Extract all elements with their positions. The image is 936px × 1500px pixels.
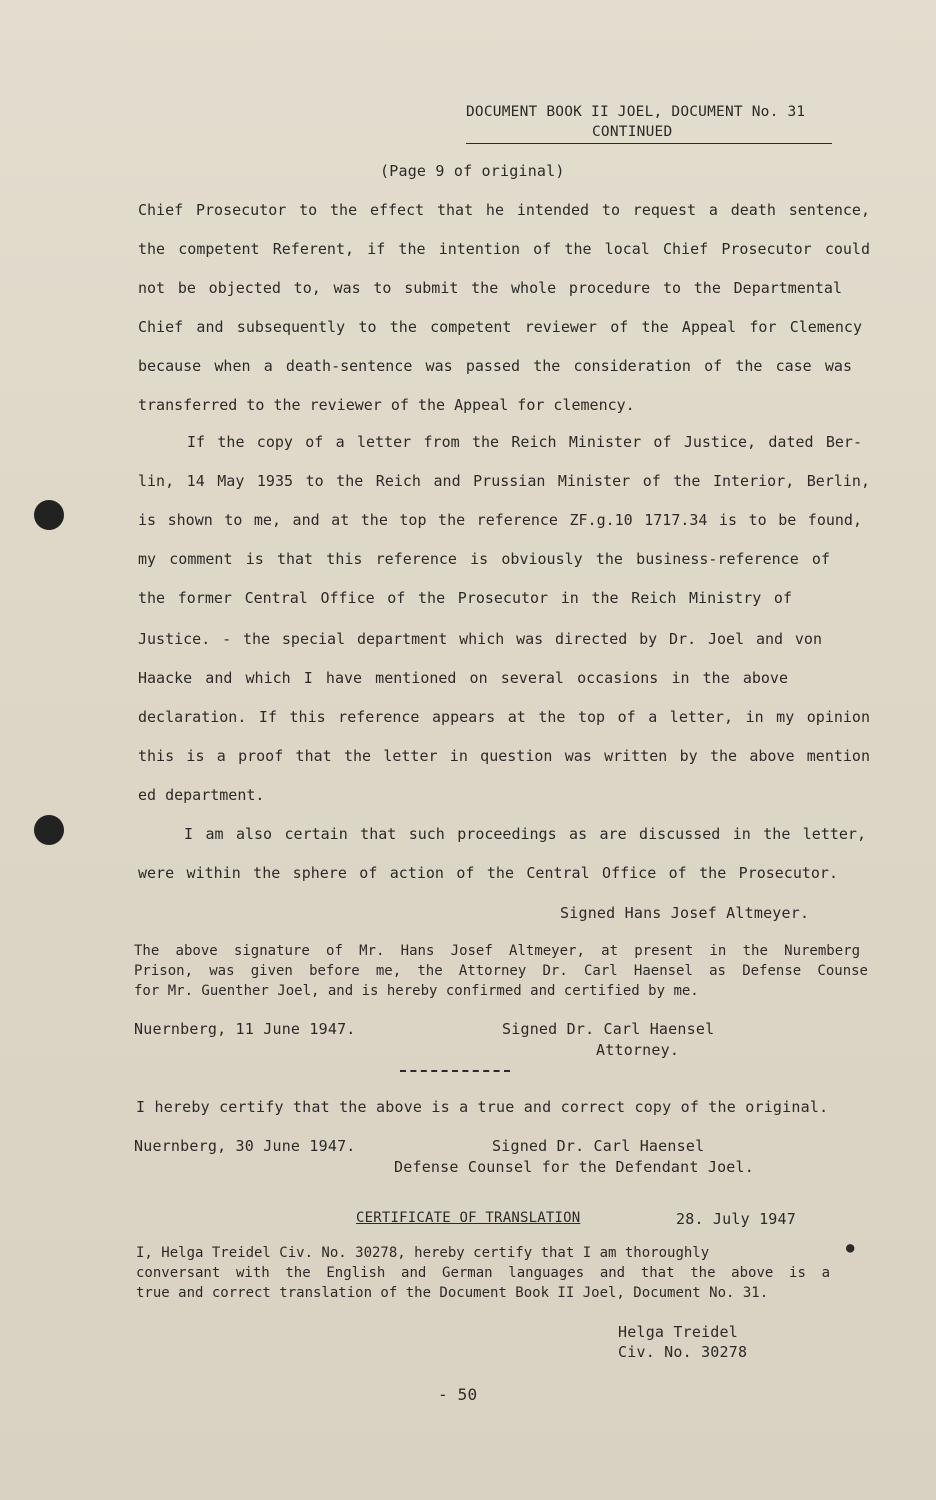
body-line: transferred to the reviewer of the Appeal for clemency. xyxy=(138,396,635,414)
certificate-line: I, Helga Treidel Civ. No. 30278, hereby certify that I am thoroughly xyxy=(136,1245,710,1261)
punch-hole xyxy=(34,815,64,845)
body-line: the competent Referent, if the intention of the local Chief Prosecutor could xyxy=(138,240,870,258)
certificate-date: 28. July 1947 xyxy=(676,1210,796,1228)
page-reference: (Page 9 of original) xyxy=(380,162,565,180)
body-line: declaration. If this reference appears at the top of a letter, in my opinion xyxy=(138,708,870,726)
body-line: my comment is that this reference is obviously the business-reference of xyxy=(138,550,830,568)
certificate-line: true and correct translation of the Document Book II Joel, Document No. 31. xyxy=(136,1285,769,1301)
ink-mark: ● xyxy=(846,1240,855,1256)
copy-title: Defense Counsel for the Defendant Joel. xyxy=(394,1158,754,1176)
certificate-heading: CERTIFICATE OF TRANSLATION xyxy=(356,1210,581,1226)
body-line: ed department. xyxy=(138,786,265,804)
attestation-line: Prison, was given before me, the Attorney Dr. Carl Haensel as Defense Counse xyxy=(134,963,868,979)
body-line: lin, 14 May 1935 to the Reich and Prussian Minister of the Interior, Berlin, xyxy=(138,472,870,490)
body-line: If the copy of a letter from the Reich Minister of Justice, dated Ber- xyxy=(187,433,862,451)
copy-signature: Signed Dr. Carl Haensel xyxy=(492,1137,705,1155)
copy-certification: I hereby certify that the above is a true and correct copy of the original. xyxy=(136,1098,829,1116)
copy-place-date: Nuernberg, 30 June 1947. xyxy=(134,1137,356,1155)
attestation-place-date: Nuernberg, 11 June 1947. xyxy=(134,1020,356,1038)
body-line: this is a proof that the letter in question was written by the above mention xyxy=(138,747,870,765)
signature-altmeyer: Signed Hans Josef Altmeyer. xyxy=(560,904,810,922)
body-line: is shown to me, and at the top the reference ZF.g.10 1717.34 is to be found, xyxy=(138,511,862,529)
body-line: the former Central Office of the Prosecutor in the Reich Ministry of xyxy=(138,589,792,607)
body-line: were within the sphere of action of the Central Office of the Prosecutor. xyxy=(138,864,838,882)
certificate-line: conversant with the English and German languages and that the above is a xyxy=(136,1265,830,1281)
document-header: DOCUMENT BOOK II JOEL, DOCUMENT No. 31 xyxy=(466,104,806,120)
attestation-title: Attorney. xyxy=(596,1041,680,1059)
body-line: Justice. - the special department which was directed by Dr. Joel and von xyxy=(138,630,822,648)
translator-name: Helga Treidel xyxy=(618,1323,738,1341)
body-line: I am also certain that such proceedings as are discussed in the letter, xyxy=(184,825,866,843)
attestation-signature: Signed Dr. Carl Haensel xyxy=(502,1020,715,1038)
translator-civ-no: Civ. No. 30278 xyxy=(618,1343,748,1361)
separator xyxy=(400,1070,510,1072)
body-line: Chief and subsequently to the competent reviewer of the Appeal for Clemency xyxy=(138,318,862,336)
document-header-continued: CONTINUED xyxy=(592,124,673,140)
body-line: Haacke and which I have mentioned on several occasions in the above xyxy=(138,669,788,687)
attestation-line: for Mr. Guenther Joel, and is hereby confirmed and certified by me. xyxy=(134,983,699,999)
header-underline xyxy=(466,143,832,144)
body-line: because when a death-sentence was passed the consideration of the case was xyxy=(138,357,852,375)
body-line: not be objected to, was to submit the whole procedure to the Departmental xyxy=(138,279,842,297)
page-number: - 50 xyxy=(438,1385,478,1404)
punch-hole xyxy=(34,500,64,530)
attestation-line: The above signature of Mr. Hans Josef Altmeyer, at present in the Nuremberg xyxy=(134,943,860,959)
body-line: Chief Prosecutor to the effect that he intended to request a death sentence, xyxy=(138,201,870,219)
